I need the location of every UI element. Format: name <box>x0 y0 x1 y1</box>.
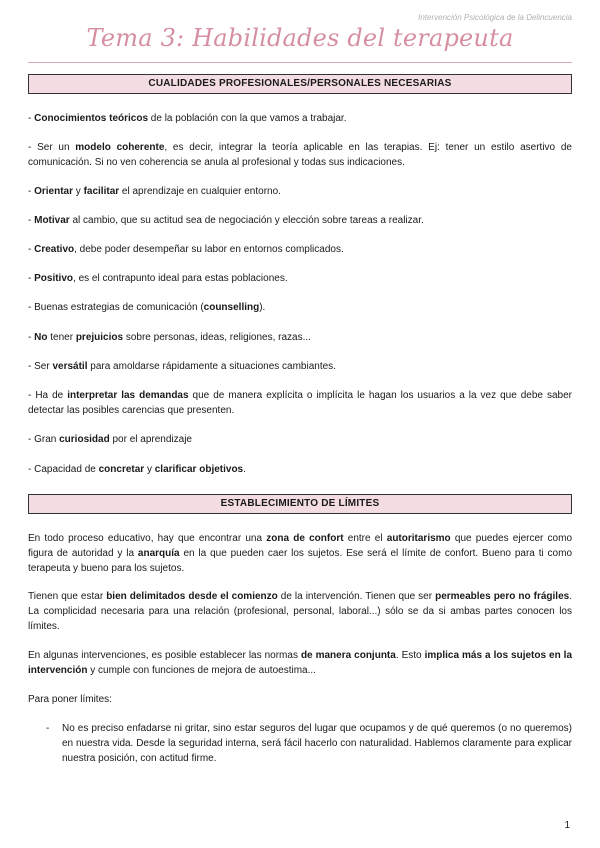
title-divider <box>28 62 572 63</box>
paragraph-poner-limites: Para poner límites: <box>28 694 112 705</box>
list-item: - Ha de interpretar las demandas que de manera explícita o implícita le hagan los usuarios a la vez que debe saber detectar las posibles carencias que presenten. <box>28 390 572 416</box>
section-heading-limites: ESTABLECIMIENTO DE LÍMITES <box>28 494 572 514</box>
list-item: - Ser versátil para amoldarse rápidamente a situaciones cambiantes. <box>28 361 336 372</box>
list-item: - Conocimientos teóricos de la población con la que vamos a trabajar. <box>28 113 347 124</box>
document-header-subtitle: Intervención Psicológica de la Delincuencia <box>418 13 572 22</box>
list-item: - Ser un modelo coherente, es decir, integrar la teoría aplicable en las terapias. Ej: tener un estilo asertivo de comunicación. Si no ven coherencia se anula al profesional y todas sus indicaciones. <box>28 142 572 168</box>
section-heading-cualidades: CUALIDADES PROFESIONALES/PERSONALES NECESARIAS <box>28 74 572 94</box>
list-item: - Buenas estrategias de comunicación (counselling). <box>28 302 266 313</box>
list-item: - No tener prejuicios sobre personas, ideas, religiones, razas... <box>28 332 311 343</box>
list-item: - Orientar y facilitar el aprendizaje en cualquier entorno. <box>28 186 281 197</box>
list-item <box>46 721 572 766</box>
page-title: Tema 3: Habilidades del terapeuta <box>86 24 514 52</box>
page-number: 1 <box>564 820 570 831</box>
list-item: - Gran curiosidad por el aprendizaje <box>28 434 192 445</box>
bullet-text: No es preciso enfadarse ni gritar, sino estar seguros del lugar que ocupamos y de qué queremos (o no queremos) en nuestra vida. Desde la seguridad interna, será fácil hacerlo con naturalidad. Hablemos claramente para explicar nuestra posición, con actitud firme. <box>62 723 572 764</box>
list-item: - Creativo, debe poder desempeñar su labor en entornos complicados. <box>28 244 344 255</box>
paragraph-delimitados: Tienen que estar bien delimitados desde el comienzo de la intervención. Tienen que ser permeables pero no frágiles. La complicidad necesaria para una relación (profesional, personal, laboral...) sólo se da si ambas partes conocen los límites. <box>28 591 572 632</box>
list-item: - Capacidad de concretar y clarificar objetivos. <box>28 464 246 475</box>
paragraph-normas-conjunta: En algunas intervenciones, es posible establecer las normas de manera conjunta. Esto implica más a los sujetos en la intervención y cumple con funciones de mejora de autoestima... <box>28 650 573 676</box>
list-item: - Positivo, es el contrapunto ideal para estas poblaciones. <box>28 273 288 284</box>
paragraph-zona-confort: En todo proceso educativo, hay que encontrar una zona de confort entre el autoritarismo que puedes ejercer como figura de autoridad y la anarquía en la que pueden caer los sujetos. Ese será el límite de confort. Bueno para ti como terapeuta y bueno para los sujetos. <box>28 533 573 574</box>
bullet-dash: - <box>46 723 50 734</box>
list-item: - Motivar al cambio, que su actitud sea de negociación y elección sobre tareas a realizar. <box>28 215 424 226</box>
